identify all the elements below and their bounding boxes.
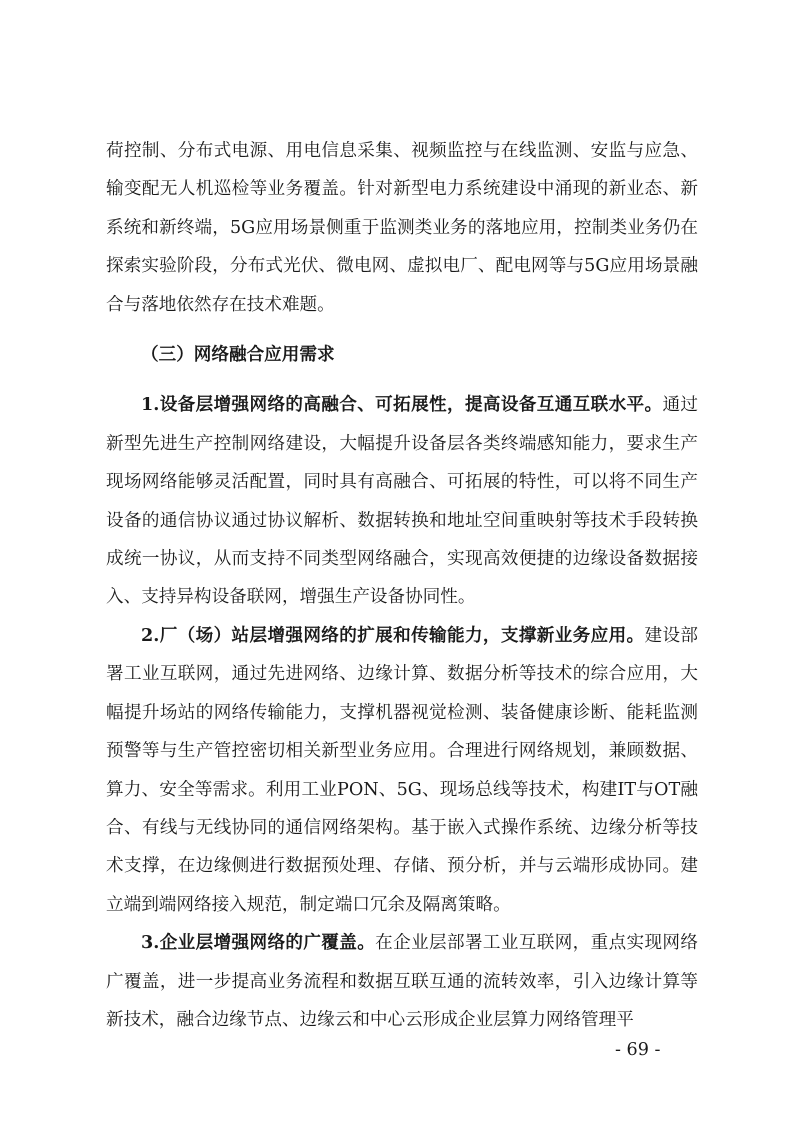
item-1-paragraph: [106, 386, 698, 616]
item-2-lead: 2.厂（场）站层增强网络的扩展和传输能力，支撑新业务应用。: [141, 624, 645, 646]
item-3-text: 在企业层部署工业互联网，重点实现网络广覆盖，进一步提高业务流程和数据互联互通的流转效率，引入边缘计算等新技术，融合边缘节点、边缘云和中心云形成企业层算力网络管理平: [106, 933, 698, 1030]
item-3-lead: 3.企业层增强网络的广覆盖。: [141, 932, 376, 954]
intro-paragraph: 荷控制、分布式电源、用电信息采集、视频监控与在线监测、安监与应急、输变配无人机巡检等业务覆盖。针对新型电力系统建设中涌现的新业态、新系统和新终端，5G应用场景侧重于监测类业务的落地应用，控制类业务仍在探索实验阶段，分布式光伏、微电网、虚拟电厂、配电网等与5G应用场景融合与落地依然存在技术难题。: [106, 141, 698, 315]
item-1-text: 通过新型先进生产控制网络建设，大幅提升设备层各类终端感知能力，要求生产现场网络能够灵活配置，同时具有高融合、可拓展的特性，可以将不同生产设备的通信协议通过协议解析、数据转换和地址空间重映射等技术手段转换成统一协议，从而支持不同类型网络融合，实现高效便捷的边缘设备数据接入、支持异构设备联网，增强生产设备协同性。: [106, 395, 698, 608]
section-heading: （三）网络融合应用需求: [141, 345, 335, 366]
body-text: [106, 132, 698, 1039]
item-1-lead: 1.设备层增强网络的高融合、可拓展性，提高设备互通互联水平。: [141, 394, 663, 416]
page-number: - 69 -: [615, 1040, 661, 1060]
item-3-paragraph: [106, 924, 698, 1039]
item-2-paragraph: [106, 617, 698, 924]
item-2-text: 建设部署工业互联网，通过先进网络、边缘计算、数据分析等技术的综合应用，大幅提升场站的网络传输能力，支撑机器视觉检测、装备健康诊断、能耗监测预警等与生产管控密切相关新型业务应用。合理进行网络规划，兼顾数据、算力、安全等需求。利用工业PON、5G、现场总线等技术，构建IT与OT融合、有线与无线协同的通信网络架构。基于嵌入式操作系统、边缘分析等技术支撑，在边缘侧进行数据预处理、存储、预分析，并与云端形成协同。建立端到端网络接入规范，制定端口冗余及隔离策略。: [106, 625, 698, 915]
